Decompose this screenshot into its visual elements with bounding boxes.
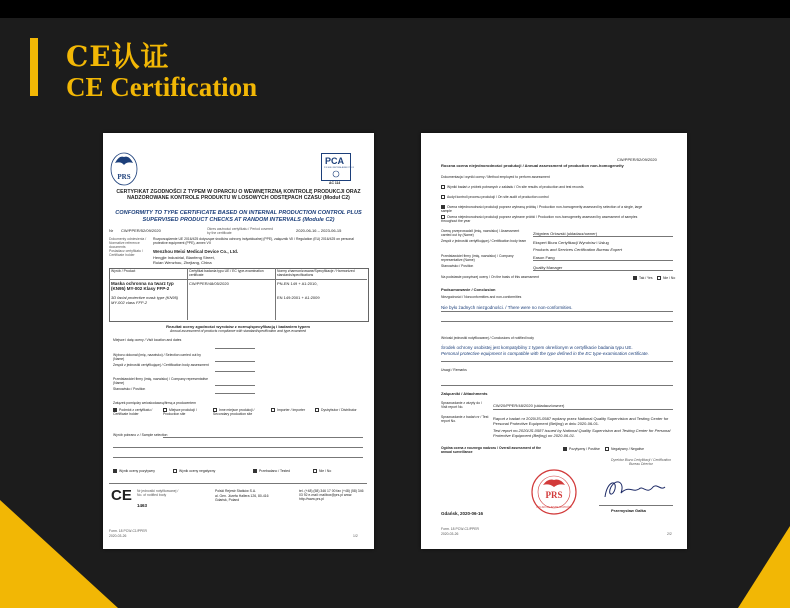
notified-body-label: Nr jednostki notyfikowanej / No. of notified body xyxy=(137,489,179,498)
checkbox-no[interactable] xyxy=(313,469,317,473)
certificate-title-pl: CERTYFIKAT ZGODNOŚCI Z TYPEM W OPARCIU O WEWNĘTRZNĄ KONTROLĘ PRODUKCJI ORAZ NADZOROWANE KONTROLE PRODUKTU W LOSOWYCH ODSTĘPACH CZASU (Moduł C2) xyxy=(116,189,361,202)
a-row-3: Zespół z jednostki certyfikującej / Certification body assessment xyxy=(113,363,209,367)
table-header-ec-cert: Certyfikat badania typu UE / EC type-examination certificate xyxy=(189,269,264,278)
checkbox-tested[interactable] xyxy=(253,469,257,473)
certificate-page-2[interactable] xyxy=(421,133,687,549)
role-distributor[interactable]: Dystrybutor / Distributor xyxy=(315,408,365,412)
certificate-title-en: CONFORMITY TO TYPE CERTIFICATE BASED ON INTERNAL PRODUCTION CONTROL PLUS SUPERVISED PRODUCT CHECKS AT RANDOM INTERVALS (Module C2) xyxy=(115,210,362,223)
result-negative[interactable]: Wynik oceny negatywny xyxy=(173,469,215,473)
a-row-1: Miejsce i datę oceny / Visit location and dates xyxy=(113,338,182,342)
conclusions-label: Wnioski jednostki notyfikowanej / Conclusions of notified body xyxy=(441,336,534,340)
b-row-1: Dokumentacja i wyniki oceny / Method employed to perform assessment xyxy=(441,175,550,179)
notified-body-no: 1463 xyxy=(137,503,148,508)
prs-stamp-icon xyxy=(529,467,579,517)
reg-yes[interactable]: Tak / Yes xyxy=(633,276,653,280)
assessor-label: Ocenę przeprowadził (imię, nazwisko) / Assessment carried out by (Name) xyxy=(441,229,520,238)
conclusion-pl: Środek ochrony osobistej jest kompatybilny z typem określonym w certyfikacie badania typu UE. xyxy=(441,345,633,350)
a-row-4: Przedstawiciel firmy (imię, nazwisko) / Company representative (Name) xyxy=(113,377,208,386)
section-c-title: Podsumowanie / Conclusion xyxy=(441,287,496,292)
cb-team: Ekspert Biura Certyfikacji Wyrobów i Usług xyxy=(533,240,609,245)
validity-label: Okres ważności certyfikatu / Period covered by the certificate xyxy=(207,227,273,236)
checkbox-result-positive[interactable] xyxy=(113,469,117,473)
form-no: Form. 18 PCW-C1/PPER xyxy=(109,529,147,533)
registration-label: Na podstawie powyższej oceny / On the basis of this assessment xyxy=(441,275,539,279)
cb-team-en: Products and Services Certification Bureau Expert xyxy=(533,247,622,252)
signer-role: Dyrektor Biura Certyfikacji / Certification Bureau Director xyxy=(611,458,671,467)
section-b-title: Roczna ocena niejednorodności produkcji / Annual assessment of production non-homogeneity xyxy=(441,163,624,168)
rep-name: Eason Fang xyxy=(533,255,555,260)
role-production-site[interactable]: Miejsce produkcji / Production site xyxy=(163,408,197,417)
holder-address-2: Ruian Wenzhou, Zhejiang, China xyxy=(153,260,212,265)
result-positive[interactable]: Wynik oceny pozytywny xyxy=(113,469,155,473)
attachment-2-pl: Raport z badań nr 2020/JS-0587 wydany przez National Quality Supervision and Testing Center for Personal Protective Equipment (Beijing) w dniu 2020-06-01. xyxy=(493,416,669,426)
holder-name: Wenzhou Meixi Medical Device Co., Ltd. xyxy=(153,249,239,254)
nonconformities-label: Niezgodności / Nonconformities and non-conformities xyxy=(441,295,522,299)
checkbox-result-negative[interactable] xyxy=(173,469,177,473)
svg-text:PRS: PRS xyxy=(117,173,131,181)
b-row-4[interactable]: Ocena niejednorodności produkcji poprzez wybraną próbkę / Production non-homogeneity assessed by selection of a single, large sample xyxy=(441,205,643,214)
role-holder[interactable]: Podmiot z certyfikatu / Certificate holder xyxy=(113,408,153,417)
signer-name: Przemysław Gałka xyxy=(611,508,646,513)
basis-text: Rozporządzenie UE 2016/425 dotyczące środków ochrony indywidualnej (PPE), załącznik VII / Regulation (EU) 2016/425 on personal protective equipment (PPE), annex VII xyxy=(153,237,354,246)
pca-text: PCA xyxy=(325,156,345,166)
title-chinese: CE认证 xyxy=(66,40,170,73)
checkbox-importer[interactable] xyxy=(271,408,275,412)
section-d-title: Załączniki / Attachments xyxy=(441,391,488,396)
b-row-5[interactable]: Ocena niejednorodności produkcji poprzez wybrane próbki / Production non-homogeneity assessed by assessment of samples throughout the year xyxy=(441,215,638,224)
place-date: Gdańsk, 2020-06-16 xyxy=(441,511,484,516)
a-row-2: Wyboru dokonał (imię, nazwisko) / Selection carried out by (Name) xyxy=(113,353,201,362)
checkbox-distributor[interactable] xyxy=(315,408,319,412)
footer-contact: tel. (+48) (58) 346 17 00 fax (+48) (58) 346 03 92 e-mail: mailbox@prs.pl www: http://www.prs.pl xyxy=(299,489,364,502)
basis-label: Dokumenty odniesienia / Normative reference documents xyxy=(109,237,147,250)
rep-label: Przedstawiciel firmy (imię, nazwisko) / Company representative (Name) xyxy=(441,254,514,263)
title-english: CE Certification xyxy=(66,72,258,102)
page-number-2: 2/2 xyxy=(667,532,672,536)
attachment-1-label: Sprawozdanie z wizyty do / Visit report No. xyxy=(441,401,482,410)
checkbox-b-row-3[interactable] xyxy=(441,195,445,199)
attachment-1: CW/20/PPER/48/2020 (układacz/owner) xyxy=(493,403,565,408)
a-row-5: Stanowisko / Position xyxy=(113,387,146,391)
page-number: 1/2 xyxy=(353,534,358,538)
standard-2: EN 149:2001 + A1:2009 xyxy=(277,295,320,300)
section-a-title: Rezultat oceny zgodności wyrobów z normą/specyfikacją i badaniem typem xyxy=(166,324,310,329)
top-bar xyxy=(0,0,790,18)
checkbox-overall-negative[interactable] xyxy=(605,447,609,451)
product-name-en: 3D facial protective mask type (KN95) MY-002 class FFP-2 xyxy=(111,295,179,305)
standard-1: PN-EN 149 + A1:2010, xyxy=(277,281,318,286)
validity-dates: 2020-06-16 – 2023-06-15 xyxy=(296,228,342,233)
nonconformities-text: Nie było żadnych niezgodności. / There were no non-conformities. xyxy=(441,305,573,310)
pca-sub: POLSKIE CENTRUM AKREDYTACJI xyxy=(324,167,354,169)
pca-code: AC 114 xyxy=(329,181,341,185)
position-value: Quality Manager xyxy=(533,265,563,270)
decor-triangle-left xyxy=(0,500,118,608)
cert-no-label: Nr xyxy=(109,228,114,233)
checkbox-reg-no[interactable] xyxy=(657,276,661,280)
cert-no-page-2: CW/PPER/52/09/2020 xyxy=(617,157,657,162)
accent-bar xyxy=(30,38,38,96)
signature-icon xyxy=(599,475,669,505)
sample-label: Wyrób pobrano z / Sample selection xyxy=(113,433,168,437)
attachment-2-en: Test report no.2020/JS-0587 issued by National Quality Supervision and Testing Center for Personal Protective Equipment (Beijing) on 2020-06-01. xyxy=(493,428,671,438)
footer-org: Polski Rejestr Statków S.A. xyxy=(215,489,257,493)
b-row-3[interactable]: Audyt kontroli procesu produkcji / On site audit of production control xyxy=(441,195,641,199)
overall-negative[interactable]: Negatywny / Negative xyxy=(605,447,644,451)
holder-label: Posiadacz certyfikatu / Certificate holder xyxy=(109,249,143,258)
attachment-2-label: Sprawozdanie z badań nr / Test report No. xyxy=(441,415,489,424)
result-no[interactable]: Nie / No xyxy=(313,469,331,473)
assessor: Zbigniew Orlowski (układacz/owner) xyxy=(533,231,598,236)
certificate-page-1[interactable] xyxy=(103,133,374,549)
section-a-subtitle: Annual assessment of products compliance with standard/specification and type-examined xyxy=(170,329,306,333)
relation-label: Związek pomiędzy wnioskodawcą/firmą a producentem xyxy=(113,401,196,405)
overall-assessment-label: Ogólna ocena z rocznego nadzoru / Overall assessment of the annual surveillance xyxy=(441,446,542,455)
table-header-product: Wyrób / Product xyxy=(111,269,136,273)
overall-positive[interactable]: Pozytywny / Positive xyxy=(563,447,600,451)
result-tested[interactable]: Przebadano / Tested xyxy=(253,469,290,473)
product-name-pl: Maska ochronna na twarz typ (KN95) MY-002 Klasy FFP-2 xyxy=(111,281,174,292)
pca-accreditation-logo xyxy=(321,153,354,181)
checkbox-overall-positive[interactable] xyxy=(563,447,567,451)
svg-text:POLSKI REJESTR STATKÓW: POLSKI REJESTR STATKÓW xyxy=(536,506,572,509)
conclusion-en: Personal protective equipment is compatible with the type defined in the EC type-examination certificate. xyxy=(441,351,649,356)
svg-text:PRS: PRS xyxy=(545,490,563,500)
pca-mark-icon xyxy=(331,170,341,178)
ec-cert-no: CW/PPER/48/05/2020 xyxy=(189,281,229,286)
role-importer[interactable]: Importer / Importer xyxy=(271,408,311,412)
role-secondary-site[interactable]: Inne miejsce produkcji / Secondary production site xyxy=(213,408,255,417)
remarks-label: Uwagi / Remarks xyxy=(441,368,467,372)
reg-no[interactable]: Nie / No xyxy=(657,276,675,280)
footer-address: al. Gen. Józefa Hallera 126, 80-416 Gdańsk, Poland xyxy=(215,494,269,503)
form-date: 2020-03-26 xyxy=(109,534,127,538)
checkbox-b-row-2[interactable] xyxy=(441,185,445,189)
cert-no: CW/PPER/52/09/2020 xyxy=(121,228,161,233)
holder-address-1: Hengjie Industrial, Bianfeng Street, xyxy=(153,255,215,260)
checkbox-reg-yes[interactable] xyxy=(633,276,637,280)
table-header-standards: Normy zharmonizowane/Specyfikacje / Harmonized standards/specifications xyxy=(277,269,355,278)
ce-mark: CE xyxy=(111,487,132,504)
decor-triangle-right xyxy=(738,526,790,608)
position-label: Stanowisko / Position xyxy=(441,264,474,268)
form-no-page-2: Form. 18 PCW-C1/PPER xyxy=(441,527,479,531)
b-row-2[interactable]: Wyniki badań z próbek pobranych z zakładu / On site results of production and test records xyxy=(441,185,641,189)
form-date-page-2: 2020-03-26 xyxy=(441,532,459,536)
prs-logo-icon xyxy=(109,151,139,187)
cb-team-label: Zespół z jednostki certyfikującej / Certification body team xyxy=(441,239,527,243)
